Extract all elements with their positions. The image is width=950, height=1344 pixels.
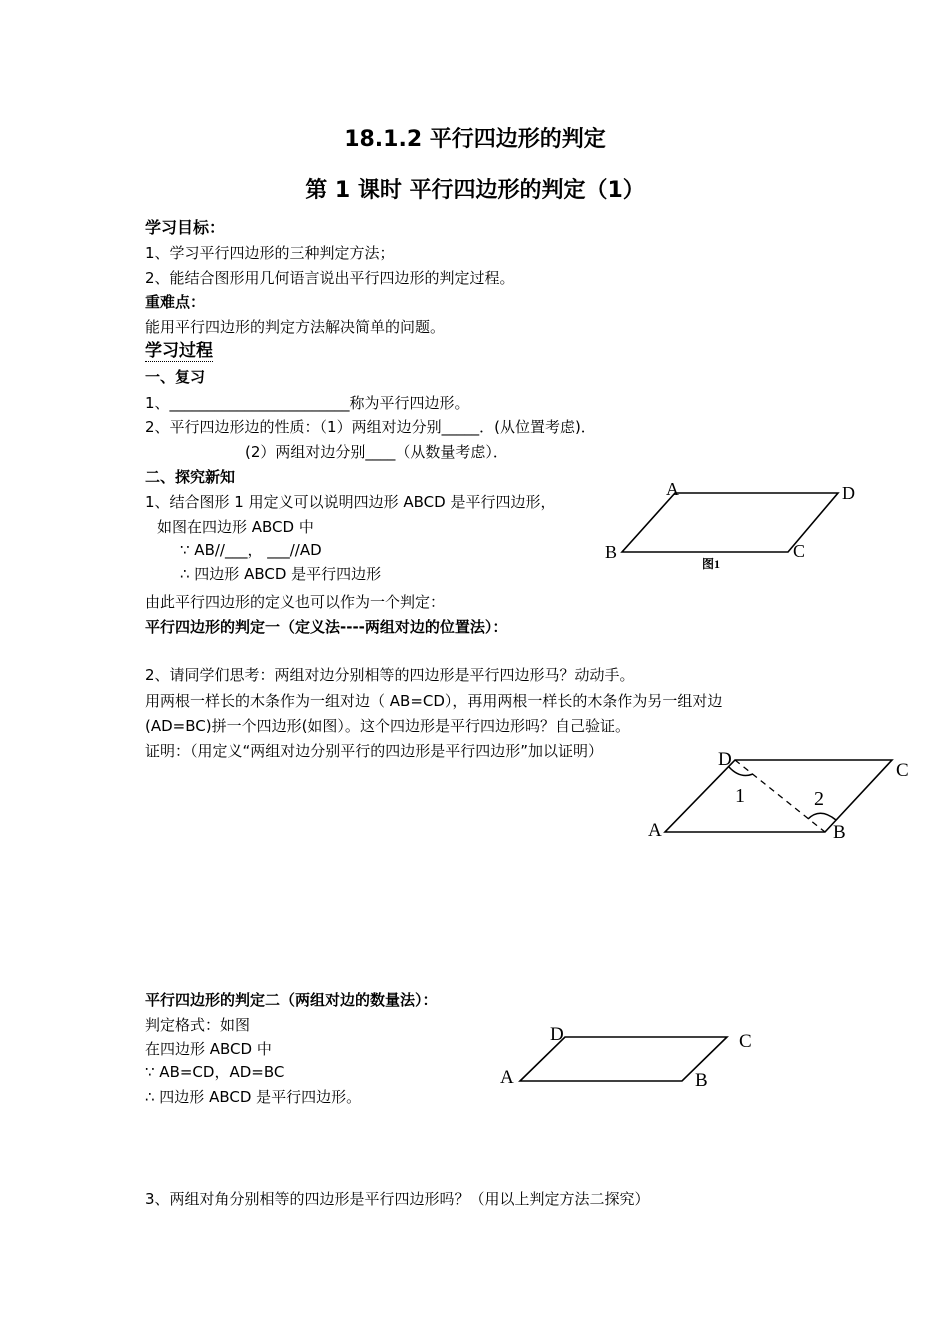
review-heading: 一、复习 [145,368,206,386]
explore-heading: 二、探究新知 [145,468,236,486]
vertex-b-label: B [695,1070,708,1091]
vertex-c-label: C [793,541,806,561]
method2-line3: ∵ AB=CD，AD=BC [145,1063,285,1081]
lesson-subtitle: 第 1 课时 平行四边形的判定（1） [305,178,645,203]
review-q2a: 2、平行四边形边的性质：（1）两组对边分别_____．(从位置考虑)． [145,418,596,436]
goal-item-2: 2、能结合图形用几何语言说出平行四边形的判定过程。 [145,269,515,287]
explore-p2-line2: 用两根一样长的木条作为一组对边（ AB=CD），再用两根一样长的木条作为另一组对边 [145,692,723,710]
question-3: 3、两组对角分别相等的四边形是平行四边形吗？（用以上判定方法二探究） [145,1190,650,1208]
method2-line4: ∴ 四边形 ABCD 是平行四边形。 [145,1088,362,1106]
angle-2-label: 2 [814,788,824,810]
figure-3 [490,1020,770,1100]
parallelogram-abcd [665,760,892,832]
angle-1-arc [729,767,753,775]
explore-p2-line3: (AD=BC)拼一个四边形(如图）。这个四边形是平行四边形吗？自己验证。 [145,717,630,735]
proof-instruction: 证明：（用定义“两组对边分别平行的四边形是平行四边形”加以证明） [145,742,604,760]
vertex-a-label: A [648,820,662,841]
figure-2 [640,745,920,845]
parallelogram-abcd [622,493,838,552]
explore-p1-line3: ∵ AB//___， ___//AD [180,541,322,559]
method2-line2: 在四边形 ABCD 中 [145,1040,272,1058]
figure-1 [600,475,870,575]
explore-p1-line1: 1、结合图形 1 用定义可以说明四边形 ABCD 是平行四边形， [145,493,556,511]
key-points-text: 能用平行四边形的判定方法解决简单的问题。 [145,318,446,336]
vertex-d-label: D [550,1024,564,1045]
goal-item-1: 1、学习平行四边形的三种判定方法； [145,244,395,262]
angle-2-arc [808,813,836,820]
vertex-b-label: B [833,822,846,843]
explore-p2-line1: 2、请同学们思考：两组对边分别相等的四边形是平行四边形马？动动手。 [145,666,635,684]
vertex-c-label: C [739,1031,752,1052]
angle-1-label: 1 [735,785,745,807]
explore-p1-line2: 如图在四边形 ABCD 中 [157,518,314,536]
method2-line1: 判定格式：如图 [145,1016,251,1034]
vertex-a-label: A [500,1067,514,1088]
key-points-heading: 重难点： [145,293,206,311]
vertex-d-label: D [718,749,732,770]
explore-p1-line4: ∴ 四边形 ABCD 是平行四边形 [180,565,382,583]
explore-p1-line5: 由此平行四边形的定义也可以作为一个判定： [145,593,446,611]
figure-1-caption: 图1 [702,557,721,571]
process-heading: 学习过程 [145,341,213,361]
diagonal-db [735,760,825,832]
vertex-d-label: D [842,483,855,503]
vertex-b-label: B [605,542,618,562]
method2-heading: 平行四边形的判定二（两组对边的数量法）： [145,991,438,1009]
page-title: 18.1.2 平行四边形的判定 [344,127,606,152]
method1-heading: 平行四边形的判定一（定义法----两组对边的位置法）： [145,618,508,636]
review-q1: 1、________________________称为平行四边形。 [145,394,470,412]
review-q2b: (2）两组对边分别____（从数量考虑）． [245,443,508,461]
vertex-c-label: C [896,760,909,781]
goals-heading: 学习目标： [145,218,226,237]
vertex-a-label: A [666,479,679,499]
